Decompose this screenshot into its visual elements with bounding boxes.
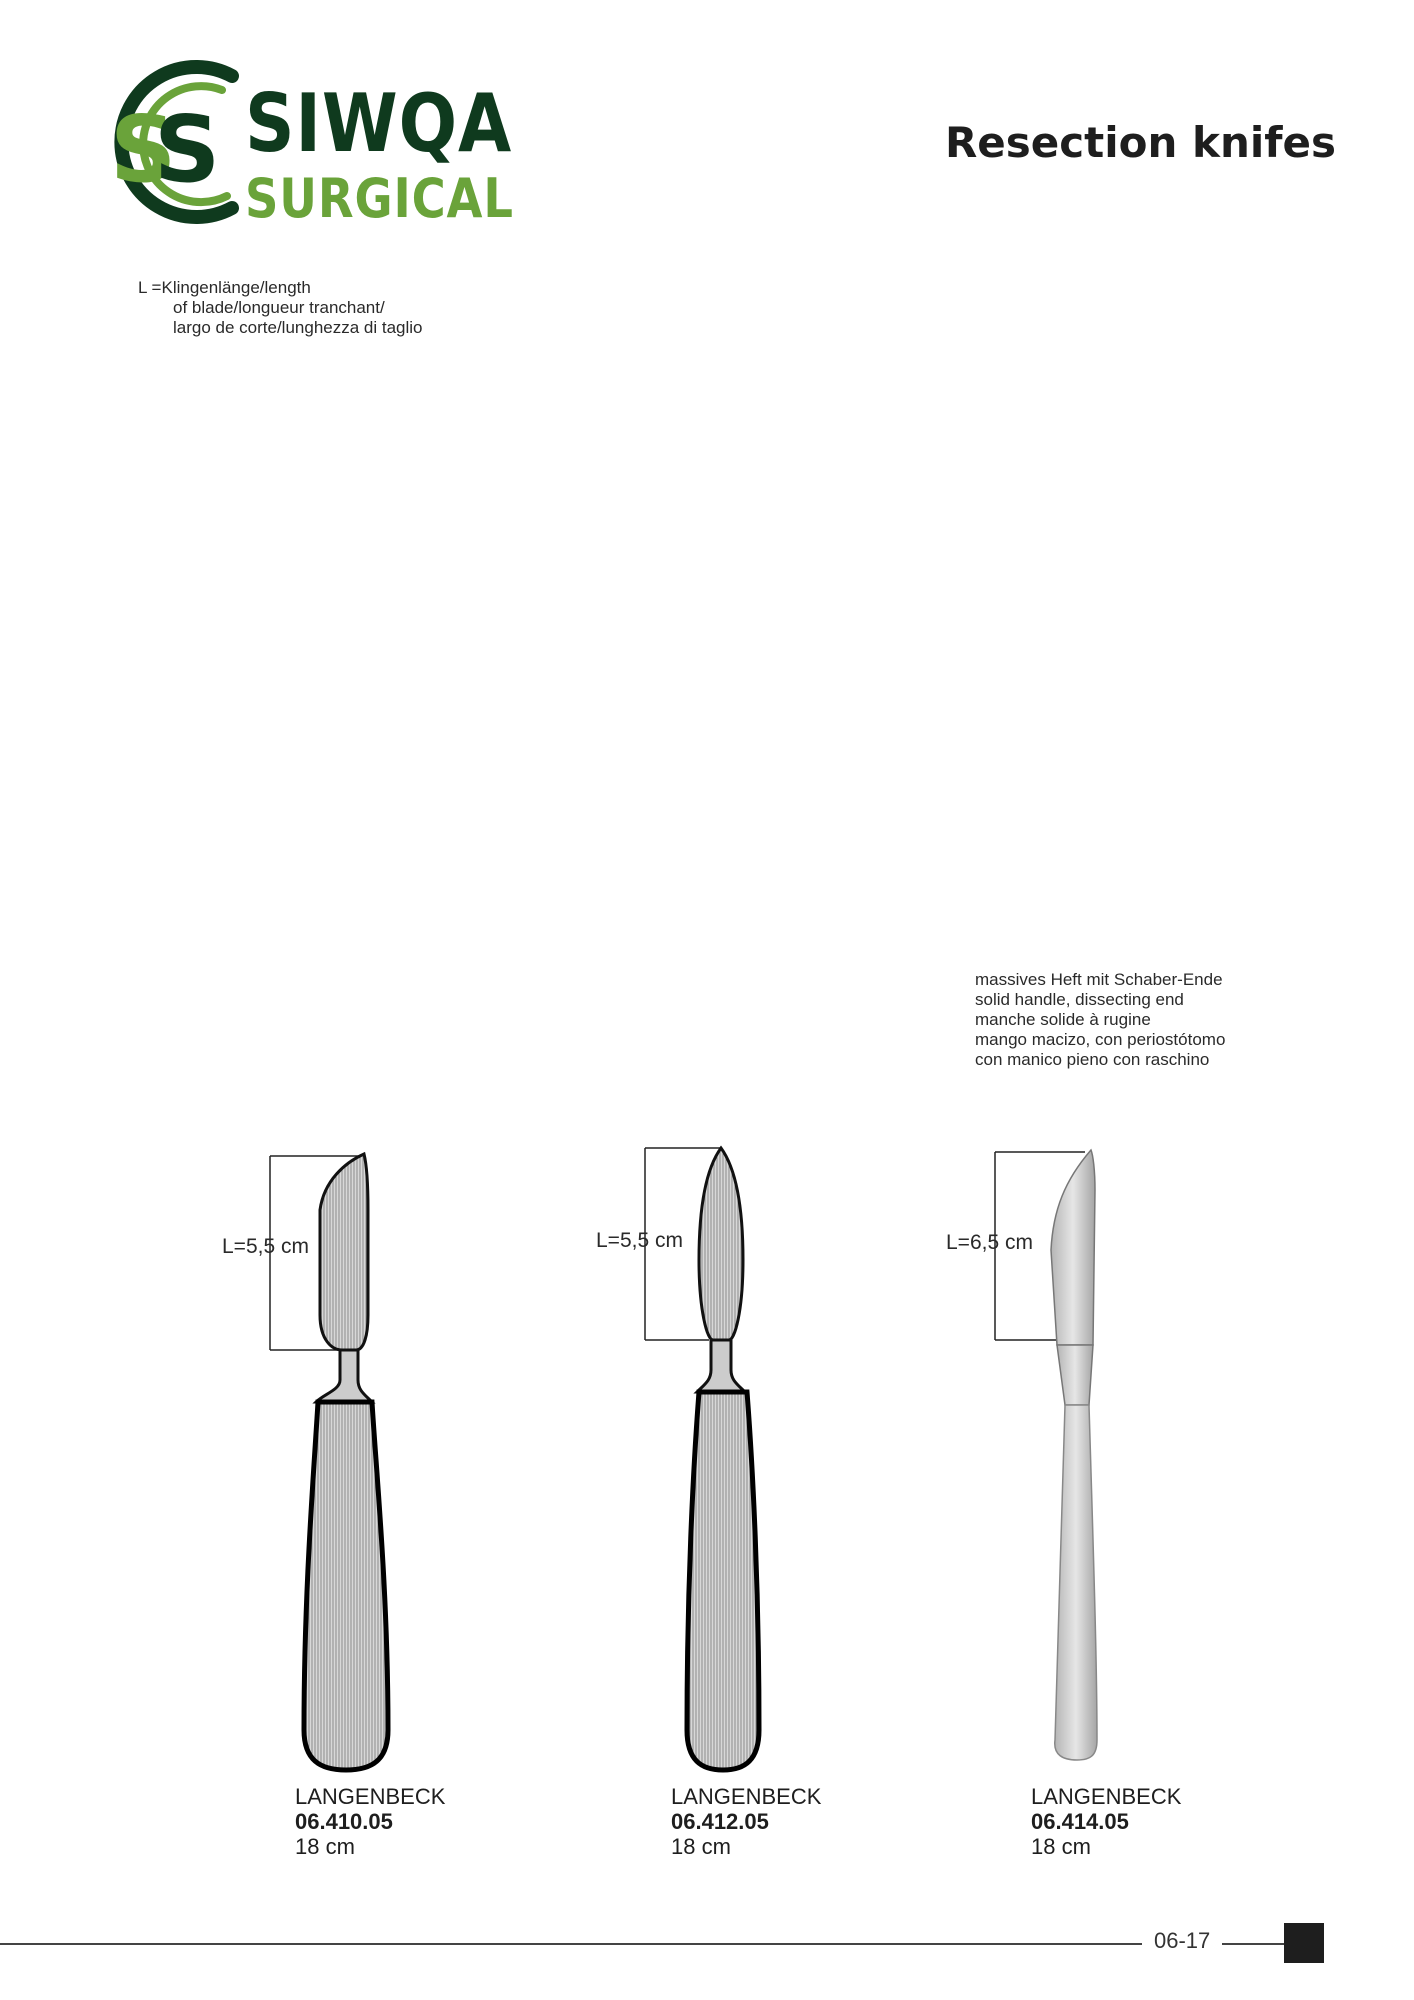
product-name: LANGENBECK [295,1784,446,1809]
footer-divider [1222,1943,1284,1945]
product-caption [1031,1784,1181,1859]
product-code: 06.412.05 [671,1809,769,1834]
blade-length-label: L=5,5 cm [222,1235,309,1258]
page-title: Resection knifes [944,118,1336,167]
svg-text:S: S [154,96,205,203]
footer-divider [0,1943,1142,1945]
length-legend [138,278,423,338]
product-name: LANGENBECK [671,1784,822,1809]
svg-text:S: S [110,96,161,203]
page-number: 06-17 [1154,1928,1211,1953]
legend-line: L =Klingenlänge/length [138,278,311,297]
description-line: con manico pieno con raschino [975,1050,1210,1069]
product-size: 18 cm [1031,1834,1091,1859]
legend-line: of blade/longueur tranchant/ [173,298,385,317]
product-caption [295,1784,445,1859]
product-size: 18 cm [671,1834,731,1859]
product-code: 06.414.05 [1031,1809,1129,1834]
legend-line: largo de corte/lunghezza di taglio [173,318,423,337]
description-line: mango macizo, con periostótomo [975,1030,1226,1049]
product-description [975,970,1225,1070]
product-code: 06.410.05 [295,1809,393,1834]
product-size: 18 cm [295,1834,355,1859]
blade-length-label: L=6,5 cm [946,1231,1033,1254]
description-line: massives Heft mit Schaber-Ende [975,970,1223,989]
product-name: LANGENBECK [1031,1784,1182,1809]
description-line: solid handle, dissecting end [975,990,1184,1009]
brand-subname: SURGICAL [245,167,514,230]
product-caption [671,1784,821,1859]
page-marker-block [1284,1923,1324,1963]
blade-length-label: L=5,5 cm [596,1229,683,1252]
description-line: manche solide à rugine [975,1010,1151,1029]
brand-name: SIWQA [245,77,513,170]
